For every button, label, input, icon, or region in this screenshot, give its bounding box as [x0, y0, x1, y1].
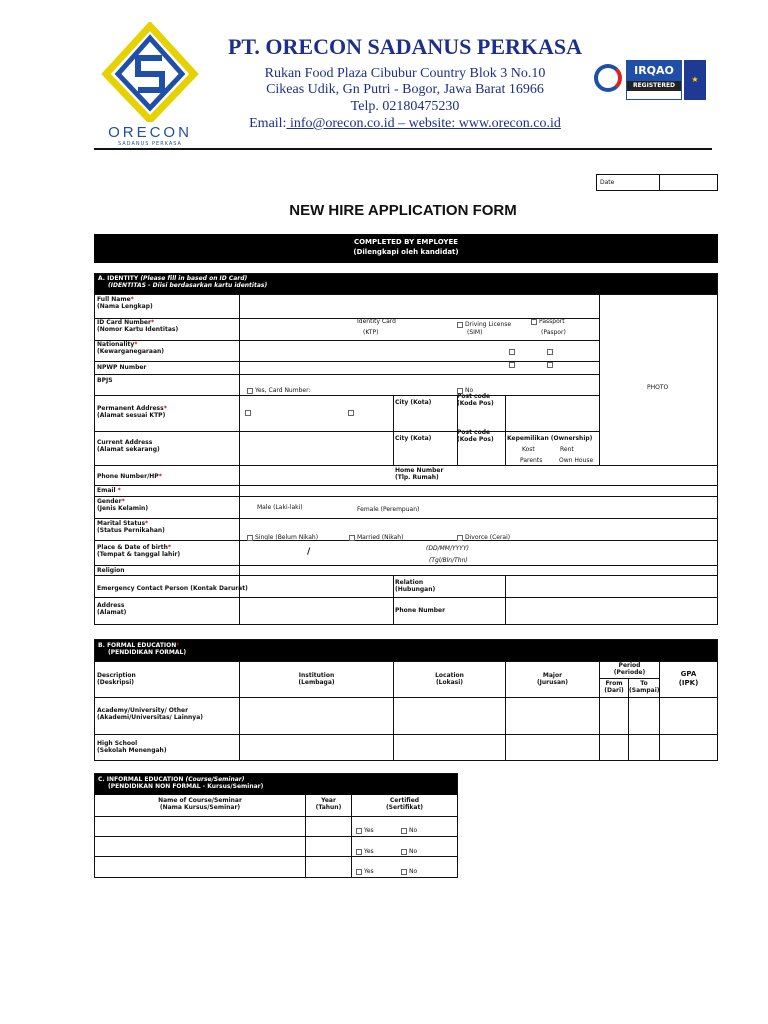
col-certified: Certified (Sertifikat)	[385, 797, 424, 811]
bpjs-no-option[interactable]: No	[457, 387, 473, 394]
section-c	[94, 773, 458, 878]
cert-no-1[interactable]: No	[401, 827, 417, 834]
postcode-label-2: Post code (Kode Pos)	[457, 429, 494, 443]
ownership-rent[interactable]: Rent	[560, 446, 574, 453]
row-line	[95, 836, 457, 837]
col-line	[393, 395, 394, 465]
col-line	[505, 395, 506, 431]
completed-by-banner	[94, 234, 718, 263]
checkbox-icon[interactable]	[247, 388, 253, 394]
checkbox-icon[interactable]	[245, 410, 251, 416]
full-name-label: Full Name* (Nama Lengkap)	[97, 296, 153, 310]
checkbox-icon[interactable]	[509, 362, 515, 368]
col-line	[393, 575, 394, 624]
checkbox-icon[interactable]	[348, 410, 354, 416]
row-line	[95, 575, 717, 576]
col-gpa: GPA (IPK)	[678, 670, 699, 687]
cert-sub: REGISTERED	[627, 81, 681, 91]
ownership-own-house[interactable]: Own House	[559, 457, 594, 464]
col-period: Period (Periode)	[613, 662, 646, 676]
phone-label: Phone Number/HP*	[97, 473, 162, 480]
birth-slash: /	[307, 547, 311, 557]
section-b-header	[95, 640, 717, 661]
checkbox-icon[interactable]	[356, 828, 362, 834]
city-label-2: City (Kota)	[395, 435, 432, 442]
cert-yes-1[interactable]: Yes	[356, 827, 374, 834]
permanent-address-label: Permanent Address* (Alamat sesuai KTP)	[97, 405, 167, 419]
company-logo	[100, 22, 200, 147]
marital-label: Marital Status* (Status Pernikahan)	[97, 520, 165, 534]
gender-label: Gender* (Jenis Kelamin)	[97, 498, 149, 512]
section-b	[94, 639, 718, 761]
logo-subtext: SADANUS PERKASA	[118, 141, 182, 147]
bpjs-label: BPJS	[97, 377, 113, 384]
birth-label: Place & Date of birth* (Tempat & tanggal lahir)	[97, 544, 181, 558]
row-line	[95, 697, 717, 698]
section-a-title-text: A. IDENTITY	[98, 275, 139, 282]
id-card-label: ID Card Number* (Nomor Kartu Identitas)	[97, 319, 179, 333]
checkbox-icon[interactable]	[457, 322, 463, 328]
company-address-2: Cikeas Udik, Gn Putri - Bogor, Jawa Barat 16966	[266, 82, 544, 97]
date-box	[596, 174, 718, 191]
id-opt-ktp[interactable]: Identity Card	[357, 318, 396, 325]
col-course-name: Name of Course/Seminar (Nama Kursus/Seminar)	[158, 797, 242, 811]
full-name-input[interactable]	[240, 295, 598, 317]
col-description: Description (Deskripsi)	[97, 672, 136, 686]
company-name: PT. ORECON SADANUS PERKASA	[227, 34, 583, 59]
banner-line-1: COMPLETED BY EMPLOYEE	[353, 238, 459, 246]
row-line	[95, 518, 717, 519]
col-major: Major (Jurusan)	[536, 672, 569, 686]
row-line	[95, 431, 599, 432]
cert-circle-icon	[594, 64, 622, 92]
id-opt-sim[interactable]: Driving License	[457, 321, 511, 328]
header-divider	[94, 148, 712, 150]
row-line	[95, 565, 717, 566]
checkbox-icon[interactable]	[247, 535, 253, 541]
marital-single[interactable]: Single (Belum Nikah)	[247, 534, 318, 541]
date-format-id: (Tgl/Bln/Thn)	[429, 557, 468, 564]
postcode-label-1: Post code (Kode Pos)	[457, 393, 494, 407]
cert-badge	[626, 60, 682, 100]
bpjs-yes-option[interactable]: Yes, Card Number:	[247, 387, 310, 394]
section-a-title	[98, 275, 714, 282]
ownership-parents[interactable]: Parents	[520, 457, 543, 464]
row-line	[95, 540, 717, 541]
checkbox-icon[interactable]	[509, 349, 515, 355]
row-line	[95, 816, 457, 817]
row-line	[95, 597, 717, 598]
cert-label: IRQAO	[627, 61, 681, 81]
section-a-subtitle: (IDENTITAS - Diisi berdasarkan kartu identitas)	[108, 282, 268, 289]
col-line	[505, 575, 506, 624]
col-year: Year (Tahun)	[315, 797, 342, 811]
section-c-header	[95, 774, 457, 795]
current-address-label: Current Address (Alamat sekarang)	[97, 439, 160, 453]
row-line	[95, 340, 599, 341]
section-a-header	[95, 274, 717, 294]
checkbox-icon[interactable]	[401, 828, 407, 834]
row-line	[95, 485, 717, 486]
cert-no-3[interactable]: No	[401, 868, 417, 875]
company-phone: Telp. 02180475230	[350, 99, 460, 114]
id-opt-passport[interactable]: Passport	[531, 318, 565, 325]
row-line	[95, 374, 599, 375]
gender-female[interactable]: Female (Perempuan)	[357, 506, 420, 513]
checkbox-icon[interactable]	[547, 349, 553, 355]
id-opt-sim-sub: (SIM)	[467, 329, 483, 336]
email-website[interactable]: info@orecon.co.id – website: www.orecon.co.id	[286, 116, 561, 131]
checkbox-icon[interactable]	[356, 849, 362, 855]
emergency-label: Emergency Contact Person (Kontak Darurat)	[97, 585, 248, 592]
checkbox-icon[interactable]	[401, 869, 407, 875]
id-opt-ktp-sub: (KTP)	[363, 329, 379, 336]
logo-text: ORECON	[108, 124, 192, 141]
religion-label: Religion	[97, 567, 125, 574]
row-line	[95, 361, 599, 362]
cert-yes-2[interactable]: Yes	[356, 848, 374, 855]
gender-male[interactable]: Male (Laki-laki)	[257, 504, 303, 511]
row-line	[95, 395, 599, 396]
row-line	[95, 856, 457, 857]
eu-flag-icon: ★	[684, 60, 706, 100]
company-contact	[200, 116, 610, 132]
col-line	[599, 294, 600, 465]
section-a	[94, 273, 718, 625]
phone-number-label: Phone Number	[395, 607, 446, 614]
col-line	[505, 431, 506, 465]
cert-yes-3[interactable]: Yes	[356, 868, 374, 875]
checkbox-icon[interactable]	[457, 535, 463, 541]
date-label: Date	[600, 179, 615, 186]
ownership-kost[interactable]: Kost	[522, 446, 535, 453]
marital-married[interactable]: Married (Nikah)	[349, 534, 403, 541]
col-from: From (Dari)	[604, 680, 624, 694]
col-to: To (Sampai)	[629, 680, 660, 694]
checkbox-icon[interactable]	[349, 535, 355, 541]
city-label-1: City (Kota)	[395, 399, 432, 406]
home-phone-label: Home Number (Tlp. Rumah)	[395, 467, 444, 481]
col-line	[239, 294, 240, 624]
photo-label: PHOTO	[647, 384, 669, 391]
certification-badges	[592, 58, 710, 110]
col-institution: Institution (Lembaga)	[298, 672, 335, 686]
date-format: (DD/MM/YYYY)	[426, 545, 469, 552]
email-label: Email *	[97, 487, 121, 494]
section-b-title: B. FORMAL EDUCATION*	[98, 642, 180, 649]
nationality-label: Nationality* (Kewarganegaraan)	[97, 341, 165, 355]
section-c-subtitle: (PENDIDIKAN NON FORMAL - Kursus/Seminar)	[108, 783, 264, 790]
checkbox-icon[interactable]	[401, 849, 407, 855]
cert-no-2[interactable]: No	[401, 848, 417, 855]
row-academy: Academy/University/ Other (Akademi/Universitas/ Lainnya)	[97, 707, 203, 721]
company-address-1: Rukan Food Plaza Cibubur Country Blok 3 No.10	[264, 66, 546, 81]
row-line	[95, 496, 717, 497]
ownership-label: Kepemilikan (Ownership)	[507, 435, 593, 442]
section-b-subtitle: (PENDIDIKAN FORMAL)	[108, 649, 187, 656]
id-opt-passport-sub: (Paspor)	[541, 329, 566, 336]
form-title: NEW HIRE APPLICATION FORM	[289, 202, 517, 219]
row-line	[95, 465, 717, 466]
logo-mark-icon	[100, 22, 200, 122]
checkbox-icon[interactable]	[531, 319, 537, 325]
email-prefix: Email:	[249, 116, 287, 131]
banner-line-2: (Dilengkapi oleh kandidat)	[353, 248, 459, 256]
row-line	[599, 678, 659, 679]
checkbox-icon[interactable]	[547, 362, 553, 368]
row-high-school: High School (Sekolah Menengah)	[97, 740, 167, 754]
relation-label: Relation (Hubungan)	[395, 579, 436, 593]
section-c-title: C. INFORMAL EDUCATION (Course/Seminar)	[98, 776, 245, 783]
marital-divorce[interactable]: Divorce (Cerai)	[457, 534, 510, 541]
checkbox-icon[interactable]	[356, 869, 362, 875]
row-line	[95, 734, 717, 735]
address-label: Address (Alamat)	[97, 602, 127, 616]
npwp-label: NPWP Number	[97, 364, 147, 371]
date-input[interactable]	[660, 175, 717, 190]
section-a-title-note: (Please fill in based on ID Card)	[140, 275, 248, 282]
col-location: Location (Lokasi)	[435, 672, 464, 686]
